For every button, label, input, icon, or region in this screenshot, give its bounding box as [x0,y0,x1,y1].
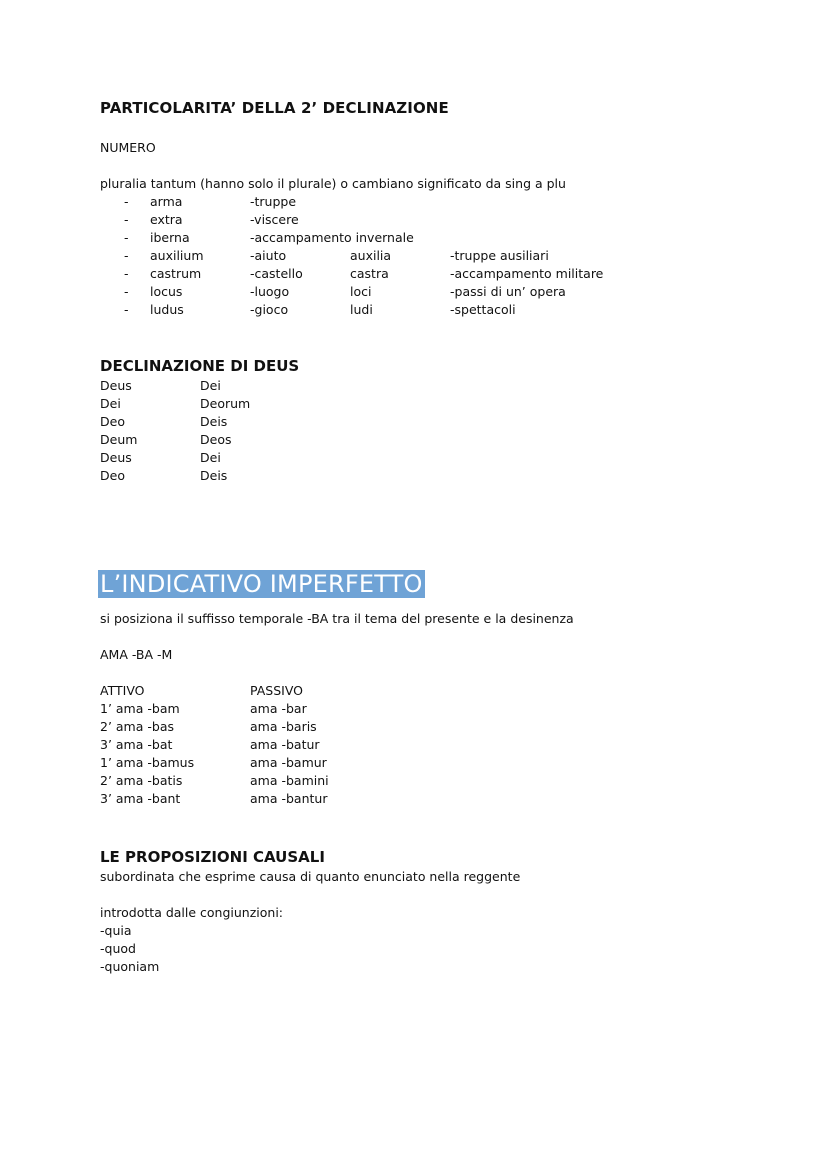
singular-form: Dei [100,396,121,411]
plural-word: castra [350,266,389,281]
conjunction-item: -quoniam [100,959,160,974]
conjunction-item: -quia [100,923,132,938]
table-row [0,413,828,431]
meaning: -truppe [250,194,297,209]
singular-form: Deum [100,432,138,447]
meaning: -viscere [250,212,299,227]
plural-form: Dei [200,378,221,393]
passive-form: ama -bamur [250,755,327,770]
active-form: 1’ ama -bam [100,701,180,716]
table-row [0,377,828,395]
column-header-active: ATTIVO [100,683,145,698]
list-item [0,193,828,211]
list-item [0,301,828,319]
table-row [0,736,828,754]
intro-pluralia: pluralia tantum (hanno solo il plurale) o cambiano significato da sing a plu [100,176,566,191]
word: iberna [150,230,190,245]
active-form: 2’ ama -batis [100,773,183,788]
causali-intro: introdotta dalle congiunzioni: [100,905,284,920]
list-item [0,211,828,229]
section-title-deus: DECLINAZIONE DI DEUS [100,357,300,375]
table-row [0,700,828,718]
meaning: -luogo [250,284,290,299]
table-row [0,754,828,772]
passive-form: ama -bantur [250,791,328,806]
imperfetto-description: si posiziona il suffisso temporale -BA tra il tema del presente e la desinenza [100,611,574,626]
table-row [0,718,828,736]
section-title-particolarita: PARTICOLARITA’ DELLA 2’ DECLINAZIONE [100,99,449,117]
bullet: - [124,266,129,281]
causali-description: subordinata che esprime causa di quanto enunciato nella reggente [100,869,521,884]
singular-form: Deus [100,450,132,465]
active-form: 2’ ama -bas [100,719,174,734]
word: extra [150,212,183,227]
table-row [0,431,828,449]
word: arma [150,194,183,209]
table-row [0,449,828,467]
singular-form: Deo [100,414,125,429]
plural-meaning: -passi di un’ opera [450,284,566,299]
passive-form: ama -baris [250,719,317,734]
meaning: -accampamento invernale [250,230,414,245]
table-header [0,682,828,700]
singular-form: Deus [100,378,132,393]
plural-form: Deorum [200,396,251,411]
bullet: - [124,194,129,209]
table-row [0,790,828,808]
list-item [0,247,828,265]
plural-form: Deis [200,414,228,429]
plural-word: loci [350,284,372,299]
table-row [0,772,828,790]
word: locus [150,284,183,299]
passive-form: ama -bar [250,701,307,716]
active-form: 1’ ama -bamus [100,755,195,770]
bullet: - [124,230,129,245]
active-form: 3’ ama -bant [100,791,181,806]
imperfetto-example: AMA -BA -M [100,647,173,662]
plural-meaning: -spettacoli [450,302,516,317]
list-item [0,265,828,283]
bullet: - [124,302,129,317]
singular-form: Deo [100,468,125,483]
active-form: 3’ ama -bat [100,737,173,752]
word: castrum [150,266,202,281]
plural-meaning: -truppe ausiliari [450,248,549,263]
list-item [0,229,828,247]
section-title-imperfetto: L’INDICATIVO IMPERFETTO [100,570,423,598]
meaning: -castello [250,266,303,281]
plural-form: Deis [200,468,228,483]
bullet: - [124,284,129,299]
word: ludus [150,302,184,317]
bullet: - [124,248,129,263]
plural-meaning: -accampamento militare [450,266,604,281]
section-title-causali: LE PROPOSIZIONI CAUSALI [100,848,325,866]
meaning: -aiuto [250,248,287,263]
meaning: -gioco [250,302,289,317]
subtitle-numero: NUMERO [100,140,156,155]
column-header-passive: PASSIVO [250,683,304,698]
table-row [0,467,828,485]
plural-form: Dei [200,450,221,465]
plural-form: Deos [200,432,232,447]
plural-word: ludi [350,302,373,317]
bullet: - [124,212,129,227]
table-row [0,395,828,413]
passive-form: ama -bamini [250,773,329,788]
passive-form: ama -batur [250,737,320,752]
conjunction-item: -quod [100,941,136,956]
list-item [0,283,828,301]
word: auxilium [150,248,204,263]
plural-word: auxilia [350,248,392,263]
